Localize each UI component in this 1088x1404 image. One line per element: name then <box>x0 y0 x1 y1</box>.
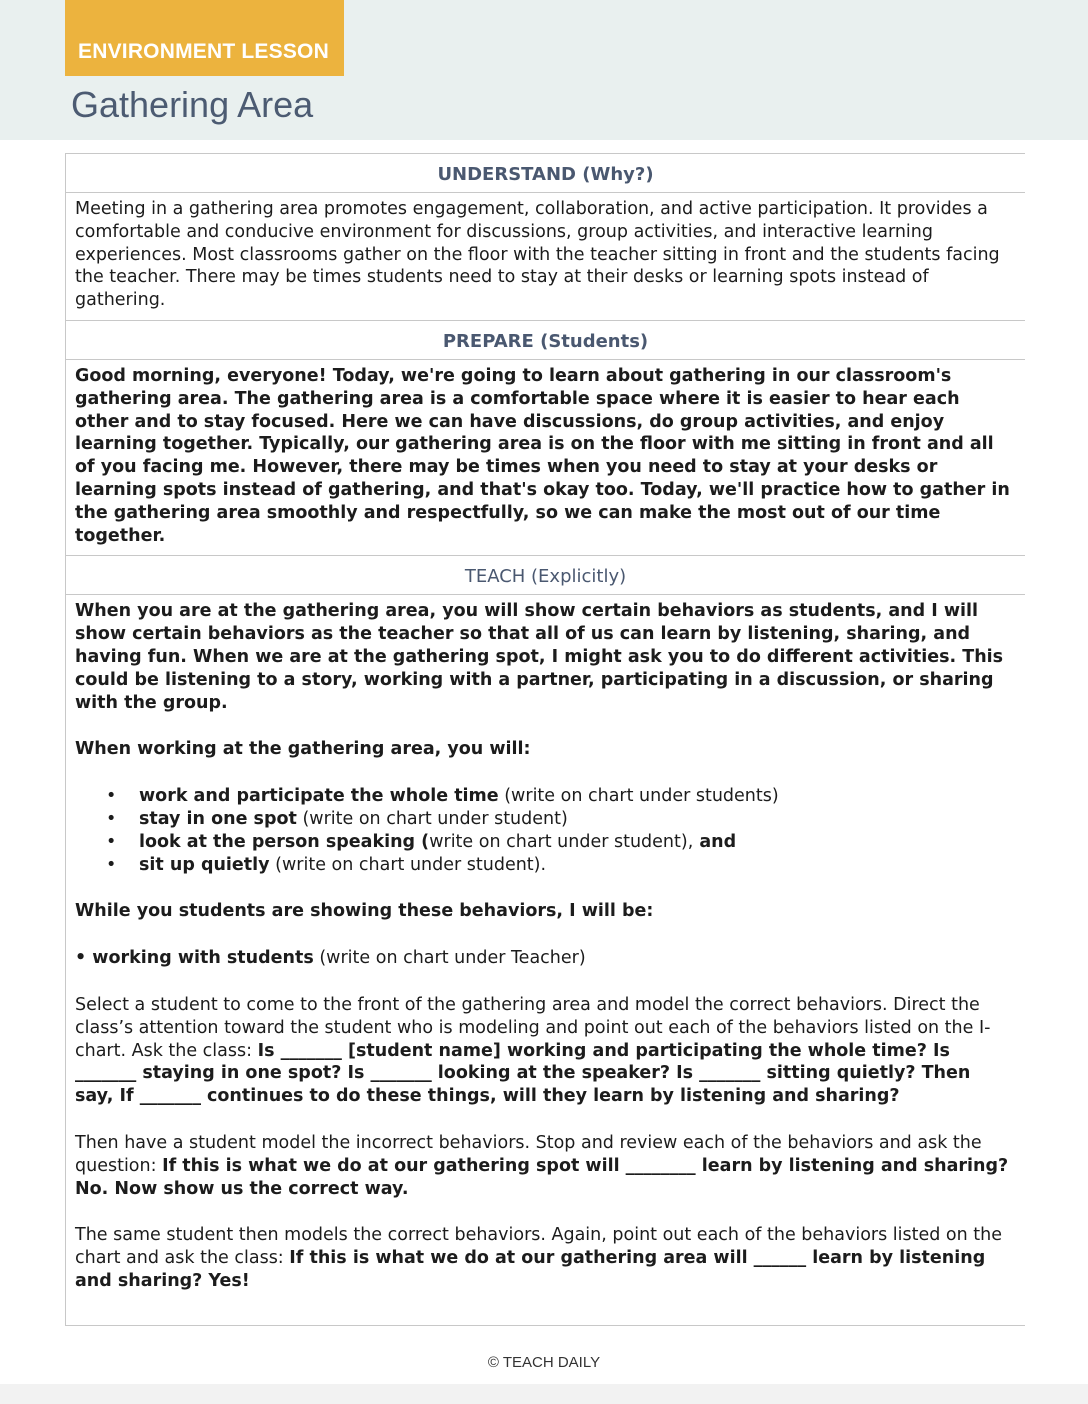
students-lead: When working at the gathering area, you will: <box>75 739 531 760</box>
footer-copyright: © TEACH DAILY <box>487 1354 601 1371</box>
list-item <box>139 854 1013 877</box>
understand-heading: UNDERSTAND (Why?) <box>66 154 1025 193</box>
behavior-text: work and participate the whole time <box>139 786 499 807</box>
bottom-band <box>0 1384 1088 1404</box>
behavior-note: (write on chart under student). <box>269 854 547 875</box>
behavior-text: sit up quietly <box>139 854 270 875</box>
behavior-text: stay in one spot <box>139 808 297 829</box>
behavior-note: write on chart under student), <box>429 831 694 852</box>
remodel-instructions: The same student then models the correct behaviors. Again, point out each of the behaviors listed on the chart and ask the class: <box>75 1225 1002 1269</box>
student-behaviors-list <box>75 785 1013 876</box>
lesson-table <box>65 153 1025 1326</box>
model-incorrect-paragraph <box>75 1132 1013 1200</box>
teacher-behavior-note: (write on chart under Teacher) <box>313 948 586 969</box>
behavior-note: (write on chart under student) <box>296 808 568 829</box>
prepare-body <box>66 360 1025 556</box>
behavior-note: (write on chart under students) <box>498 786 779 807</box>
model-correct-paragraph <box>75 994 1013 1108</box>
model-instructions: Select a student to come to the front of the gathering area and model the correct behaviors. Direct the class’s attention toward the student who is modeling and point out each of the behaviors listed on the I-chart. Ask the class: <box>75 994 991 1061</box>
teacher-behavior-text: • working with students <box>75 948 314 969</box>
model-questions: Is _______ [student name] working and participating the whole time? Is _______ staying in one spot? Is _______ looking at the speaker? Is _______ sitting quietly? Then say, If _______ continues to do these things, will they learn by listening and sharing? <box>75 1040 971 1107</box>
teach-intro: When you are at the gathering area, you will show certain behaviors as students, and I will show certain behaviors as the teacher so that all of us can learn by listening, sharing, and having fun. When we are at the gathering spot, I might ask you to do different activities. This could be listening to a story, working with a partner, participating in a discussion, or sharing with the group. <box>75 601 1004 713</box>
list-item <box>139 785 1013 808</box>
behavior-text: look at the person speaking ( <box>139 831 430 852</box>
remodel-questions: If this is what we do at our gathering area will ______ learn by listening and sharing? Yes! <box>75 1248 986 1291</box>
understand-text: Meeting in a gathering area promotes engagement, collaboration, and active participation. It provides a comfortable and conducive environment for discussions, group activities, and interactive learning experiences. Most classrooms gather on the floor with the teacher sitting in front and the students facing the teacher. There may be times students need to stay at their desks or learning spots instead of gathering. <box>75 199 1000 311</box>
incorrect-instructions: Then have a student model the incorrect behaviors. Stop and review each of the behaviors and ask the question: <box>75 1132 982 1176</box>
behavior-tail: and <box>693 831 737 852</box>
teacher-lead: While you students are showing these behaviors, I will be: <box>75 901 654 922</box>
list-item <box>139 808 1013 831</box>
prepare-script: Good morning, everyone! Today, we're going to learn about gathering in our classroom's gathering area. The gathering area is a comfortable space where it is easier to hear each other and to stay focused. Here we can have discussions, do group activities, and enjoy learning together. Typically, our gathering area is on the floor with me sitting in front and all of you facing me. However, there may be times when you need to stay at your desks or learning spots instead of gathering, and that's okay too. Today, we'll practice how to gather in the gathering area smoothly and respectfully, so we can make the most out of our time together. <box>75 365 1010 546</box>
teach-heading: TEACH (Explicitly) <box>66 556 1025 595</box>
list-item <box>139 831 1013 854</box>
remodel-paragraph <box>75 1224 1013 1292</box>
prepare-heading: PREPARE (Students) <box>66 321 1025 360</box>
lesson-type-tag: ENVIRONMENT LESSON <box>65 0 344 76</box>
understand-body <box>66 193 1025 321</box>
teacher-behavior <box>75 947 1013 970</box>
teach-body <box>66 595 1025 1300</box>
page-title: Gathering Area <box>71 84 314 125</box>
incorrect-questions: If this is what we do at our gathering spot will ________ learn by listening and sharing? No. Now show us the correct way. <box>75 1155 1009 1199</box>
